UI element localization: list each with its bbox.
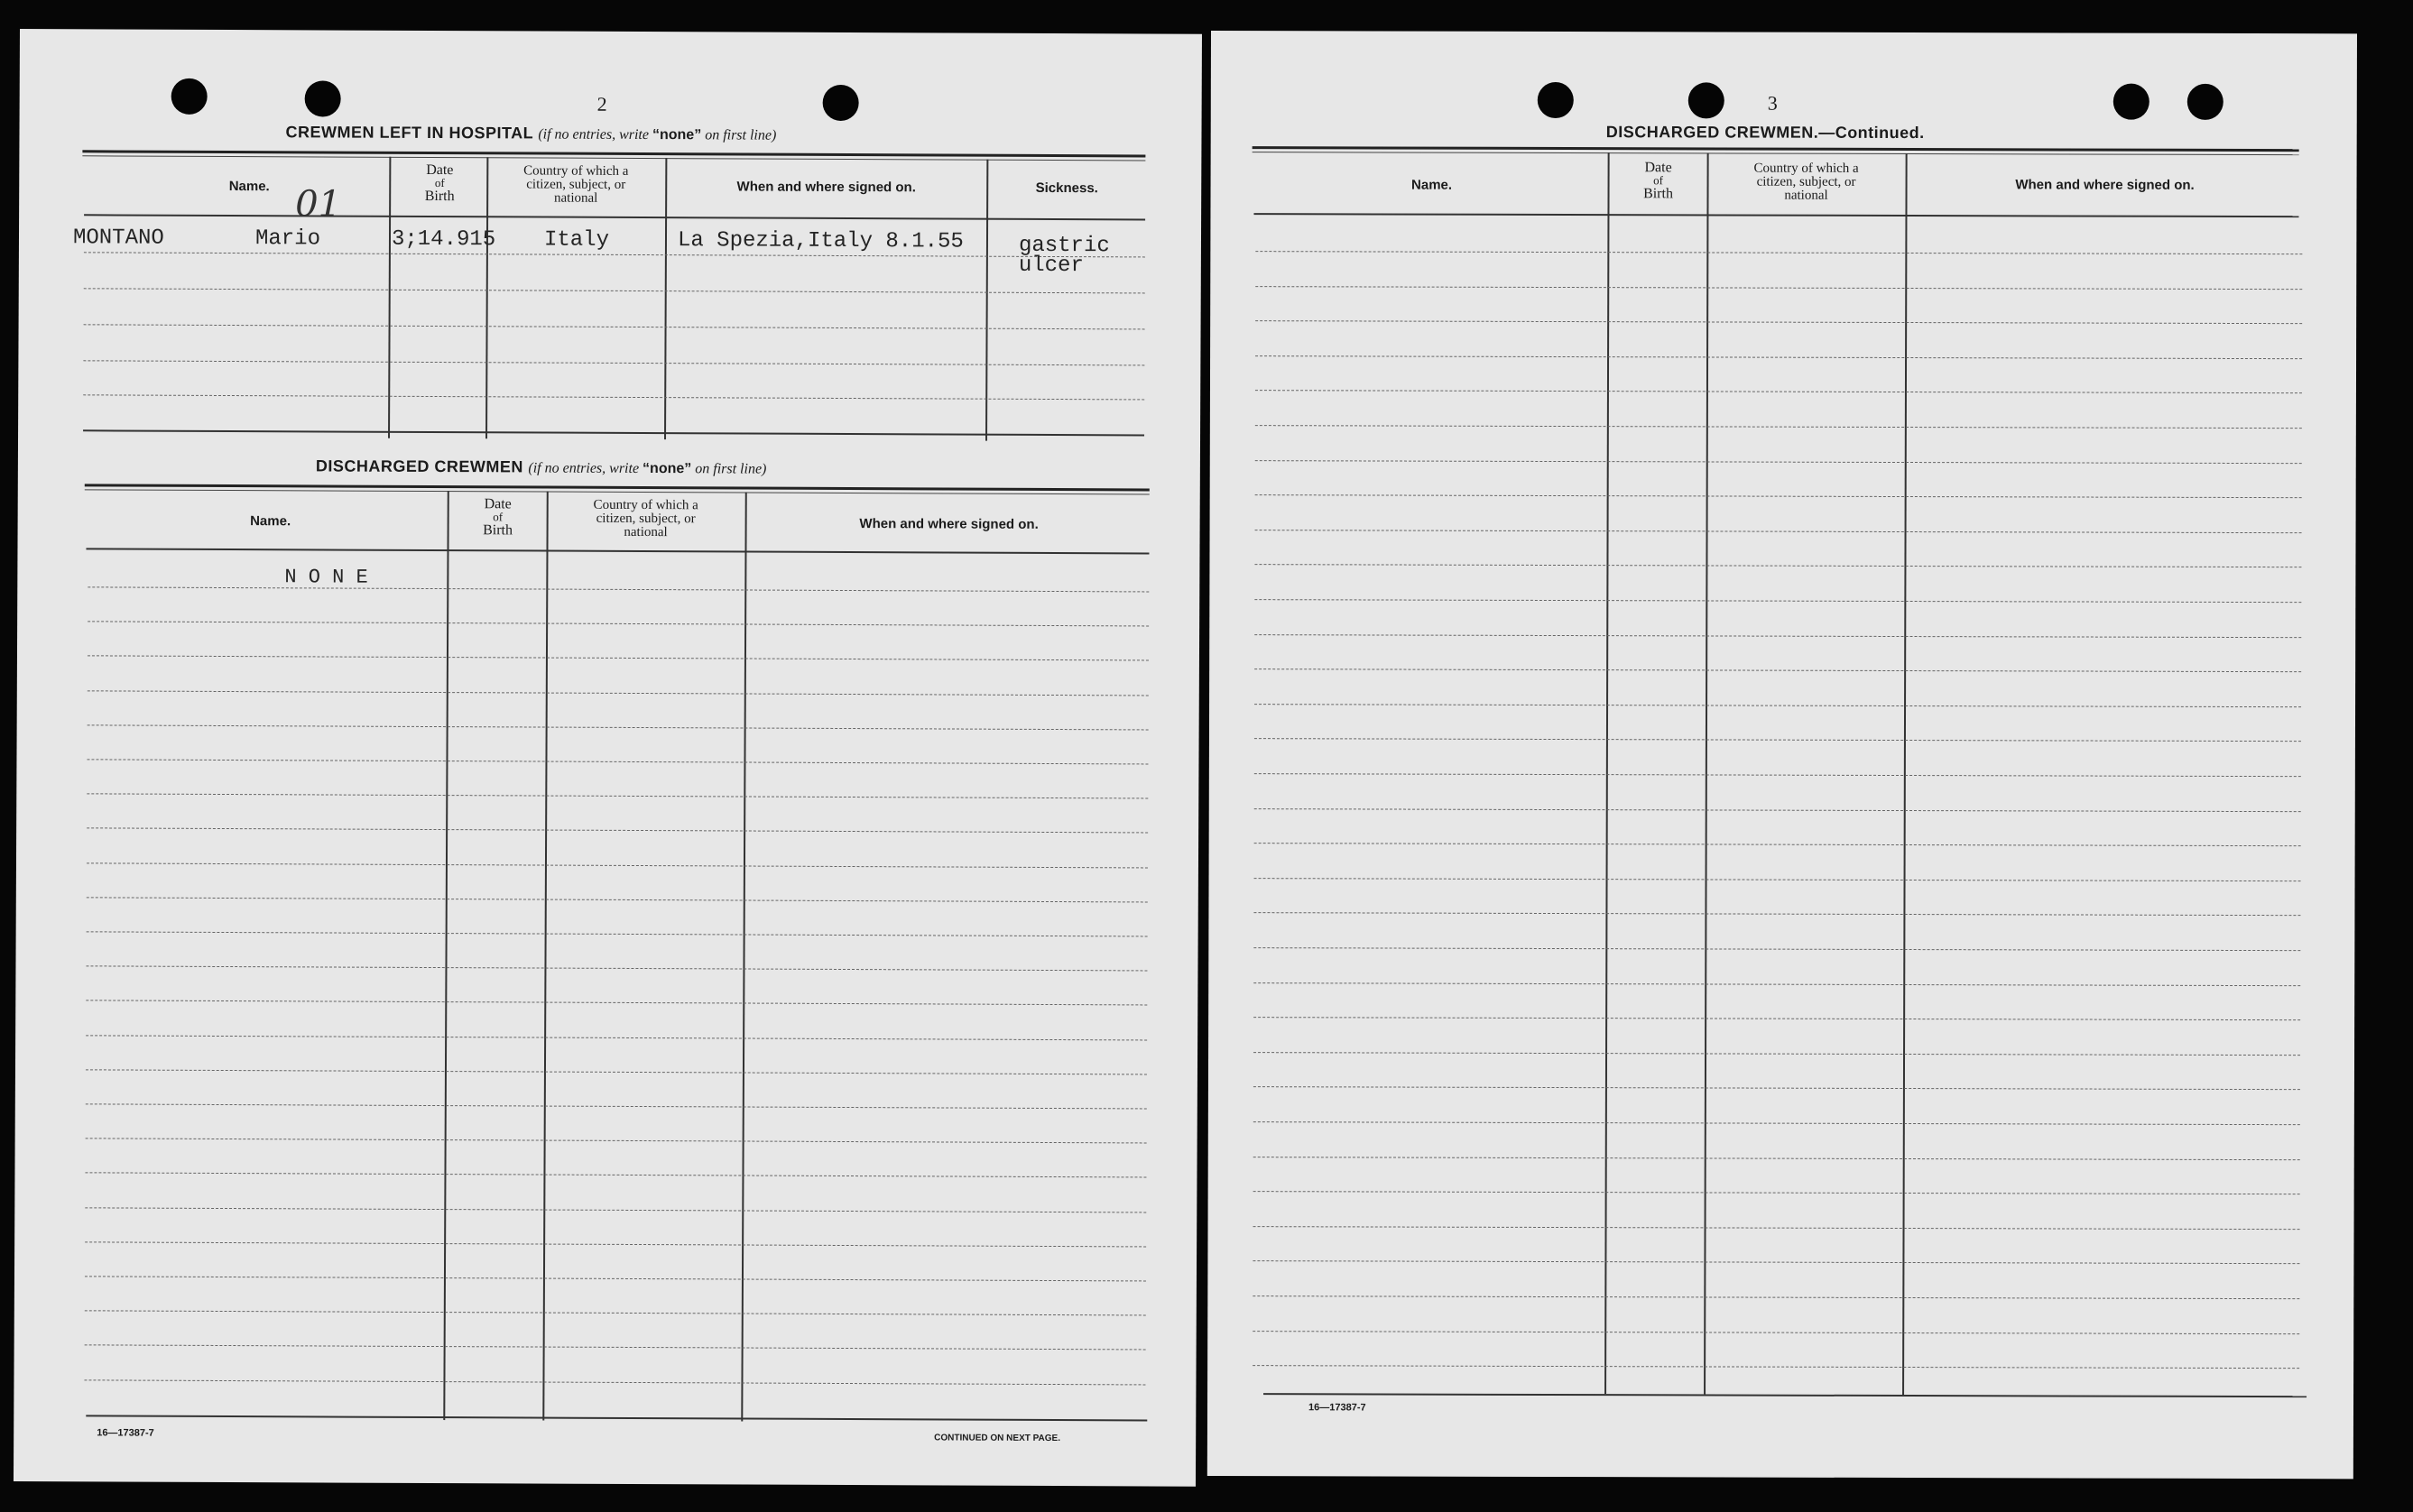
entry-line bbox=[86, 966, 1147, 972]
entry-line bbox=[87, 759, 1148, 764]
entry-line bbox=[87, 794, 1148, 799]
continued-header-dob: Date of Birth bbox=[1643, 160, 1673, 202]
entry-line bbox=[1253, 1331, 2299, 1334]
entry-line bbox=[1254, 843, 2301, 846]
entry-line bbox=[86, 1035, 1147, 1040]
hospital-header-dob: Date of Birth bbox=[424, 161, 455, 205]
entry-line bbox=[1255, 530, 2302, 533]
entry-line bbox=[1253, 1087, 2300, 1091]
entry-country: Italy bbox=[543, 227, 610, 253]
entry-line bbox=[85, 1276, 1146, 1281]
right-page bbox=[1207, 31, 2357, 1479]
entry-line bbox=[1255, 355, 2302, 359]
hospital-header-name: Name. bbox=[228, 179, 270, 195]
entry-line bbox=[1253, 913, 2300, 917]
entry-line bbox=[88, 656, 1149, 661]
entry-line bbox=[1254, 668, 2301, 672]
continued-note: CONTINUED ON NEXT PAGE. bbox=[934, 1433, 1061, 1444]
left-page bbox=[14, 29, 1202, 1487]
header-rule bbox=[1253, 213, 2298, 217]
entry-line bbox=[88, 622, 1149, 627]
entry-line bbox=[1254, 704, 2301, 707]
entry-line bbox=[1253, 947, 2300, 951]
entry-line bbox=[1255, 286, 2302, 290]
entry-line bbox=[85, 1207, 1146, 1212]
continued-header-name: Name. bbox=[1411, 177, 1453, 193]
entry-line bbox=[1254, 634, 2301, 638]
entry-line bbox=[1253, 1365, 2299, 1369]
table-rule bbox=[1253, 146, 2299, 155]
table-rule bbox=[85, 484, 1150, 494]
entry-line bbox=[1254, 773, 2301, 777]
column-divider bbox=[443, 491, 448, 1420]
entry-sickness: gastric bbox=[1018, 233, 1110, 259]
entry-line bbox=[86, 1000, 1147, 1006]
binder-hole bbox=[823, 85, 859, 121]
column-divider bbox=[542, 492, 548, 1421]
entry-line bbox=[1255, 251, 2302, 254]
entry-line bbox=[1253, 1191, 2300, 1194]
entry-given-name: Mario bbox=[254, 226, 321, 252]
discharged-header-country: Country of which a citizen, subject, or national bbox=[593, 497, 698, 540]
entry-line bbox=[1255, 494, 2302, 498]
discharged-section-title: DISCHARGED CREWMEN (if no entries, write “none” on first line) bbox=[315, 456, 767, 477]
continued-header-country: Country of which a citizen, subject, or national bbox=[1753, 161, 1859, 203]
hospital-header-country: Country of which a citizen, subject, or national bbox=[523, 163, 629, 206]
entry-line bbox=[1253, 1017, 2300, 1020]
discharged-header-dob: Date of Birth bbox=[483, 496, 513, 539]
discharged-entry-lines bbox=[20, 29, 1202, 34]
header-rule bbox=[86, 548, 1149, 554]
entry-annotation: 01 bbox=[295, 183, 342, 226]
discharged-continued-title: DISCHARGED CREWMEN.—Continued. bbox=[1605, 123, 1925, 143]
column-divider bbox=[1604, 152, 1610, 1394]
entry-line bbox=[1253, 1226, 2300, 1230]
entry-surname: MONTANO bbox=[72, 226, 164, 251]
column-divider bbox=[741, 493, 746, 1422]
table-bottom-rule bbox=[1263, 1393, 2307, 1397]
entry-line bbox=[87, 931, 1148, 936]
binder-hole bbox=[2187, 84, 2223, 120]
entry-line bbox=[86, 1139, 1147, 1144]
discharged-none-entry: N O N E bbox=[284, 566, 368, 589]
entry-line bbox=[1253, 1157, 2300, 1160]
discharged-header-name: Name. bbox=[250, 513, 291, 530]
entry-line bbox=[85, 1241, 1146, 1247]
entry-line bbox=[85, 1173, 1146, 1178]
entry-line bbox=[85, 1345, 1146, 1351]
binder-hole bbox=[171, 78, 208, 115]
continued-header-signed: When and where signed on. bbox=[2015, 177, 2195, 193]
page-number: 2 bbox=[596, 92, 607, 115]
entry-line bbox=[1255, 460, 2302, 464]
entry-line bbox=[84, 1379, 1145, 1385]
entry-line bbox=[1254, 739, 2301, 742]
entry-line bbox=[1254, 565, 2301, 568]
entry-line bbox=[1253, 1295, 2299, 1299]
entry-line bbox=[87, 897, 1148, 902]
entry-line bbox=[1254, 808, 2301, 812]
entry-line bbox=[1255, 391, 2302, 394]
binder-hole bbox=[1538, 82, 1574, 118]
discharged-header-signed: When and where signed on. bbox=[859, 516, 1039, 532]
binder-hole bbox=[305, 80, 341, 116]
entry-line bbox=[86, 1069, 1147, 1074]
entry-line bbox=[88, 586, 1149, 592]
continued-entry-lines bbox=[1211, 31, 2357, 33]
entry-line bbox=[86, 1103, 1147, 1109]
entry-line bbox=[1254, 878, 2301, 881]
entry-line bbox=[87, 862, 1148, 868]
entry-line bbox=[1253, 1121, 2300, 1125]
hospital-section-title: CREWMEN LEFT IN HOSPITAL (if no entries, write “none” on first line) bbox=[285, 123, 777, 143]
form-number: 16—17387-7 bbox=[1308, 1402, 1366, 1414]
entry-line bbox=[1255, 425, 2302, 429]
entry-line bbox=[1253, 1261, 2299, 1265]
form-number: 16—17387-7 bbox=[97, 1427, 154, 1439]
entry-line bbox=[88, 724, 1149, 730]
binder-hole bbox=[1688, 82, 1724, 118]
hospital-header-signed: When and where signed on. bbox=[736, 179, 916, 196]
entry-line bbox=[1253, 982, 2300, 986]
entry-line bbox=[1255, 320, 2302, 324]
binder-hole bbox=[2113, 84, 2150, 120]
table-bottom-rule bbox=[86, 1415, 1147, 1421]
entry-line bbox=[88, 690, 1149, 696]
entry-line bbox=[1254, 599, 2301, 603]
entry-line bbox=[1253, 1052, 2300, 1056]
entry-signed-on: La Spezia,Italy 8.1.55 bbox=[677, 228, 964, 254]
hospital-header-sickness: Sickness. bbox=[1035, 180, 1098, 197]
entry-line bbox=[87, 828, 1148, 834]
entry-dob: 3;14.915 bbox=[391, 226, 496, 253]
page-number: 3 bbox=[1767, 91, 1778, 115]
entry-line bbox=[85, 1311, 1146, 1316]
entry-sickness: ulcer bbox=[1018, 253, 1084, 279]
